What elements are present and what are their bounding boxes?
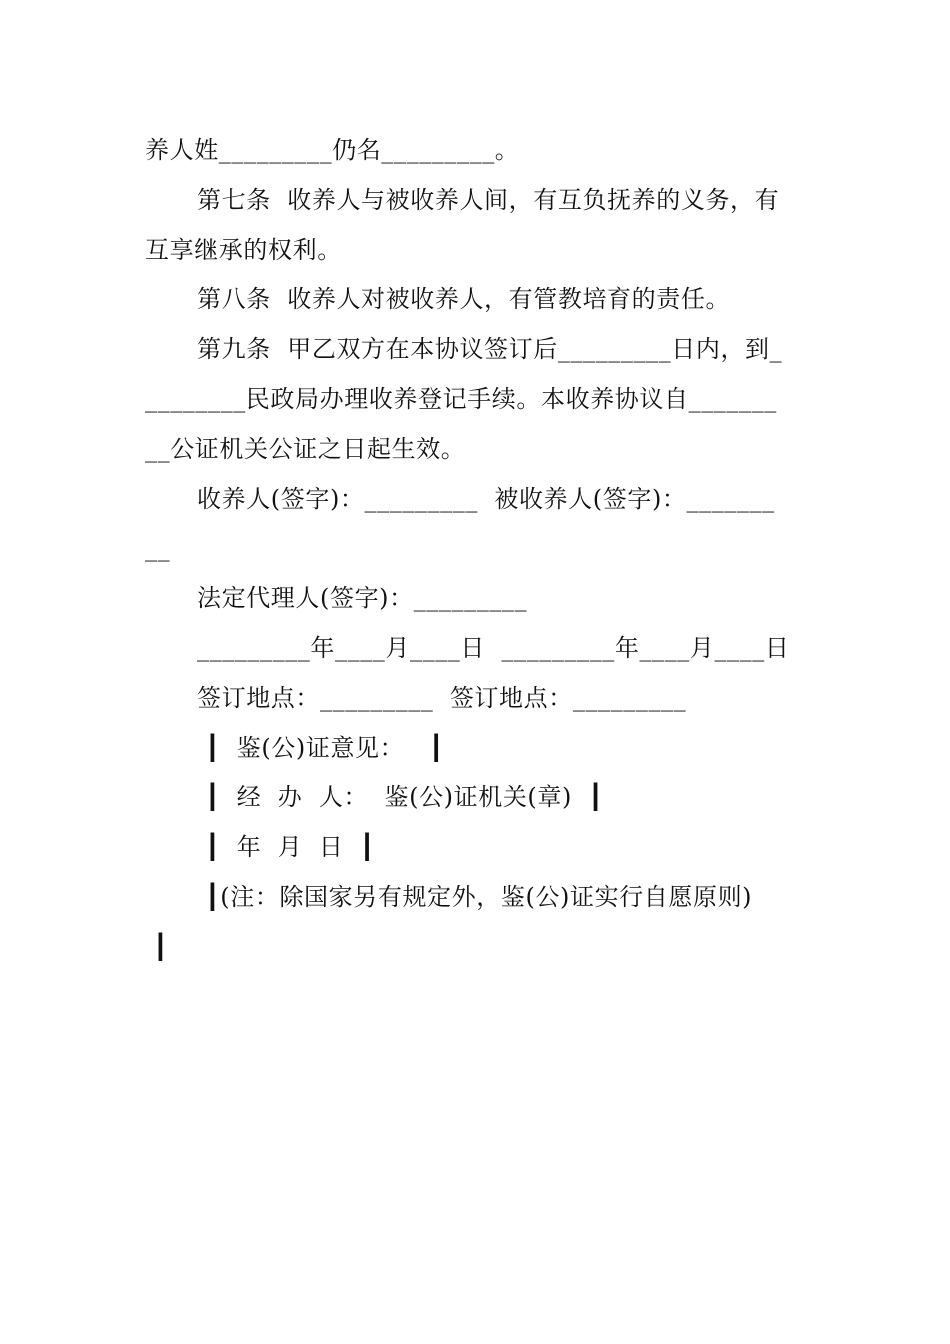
notary-date-line: ┃ 年 月 日 ┃ bbox=[197, 833, 375, 862]
note-line-continued: ┃ bbox=[145, 932, 169, 961]
signature-line-continued: __ bbox=[145, 534, 171, 563]
article-7-line-2: 互享继承的权利。 bbox=[145, 235, 342, 264]
signing-place-line: 签订地点：_________ 签订地点：_________ bbox=[197, 683, 687, 712]
article-7-line-1: 第七条 收养人与被收养人间，有互负抚养的义务，有 bbox=[197, 185, 780, 214]
text-line-1: 养人姓_________仍名_________。 bbox=[145, 136, 520, 164]
handler-line: ┃ 经 办 人： 鉴(公)证机关(章) ┃ bbox=[197, 783, 604, 812]
note-line: ┃(注：除国家另有规定外，鉴(公)证实行自愿原则) bbox=[197, 882, 753, 911]
article-9-line-3: __公证机关公证之日起生效。 bbox=[145, 434, 466, 463]
notary-opinion-line: ┃ 鉴(公)证意见： ┃ bbox=[197, 733, 444, 762]
date-line: _________年____月____日 _________年____月____日 bbox=[197, 633, 790, 662]
legal-representative-line: 法定代理人(签字)：_________ bbox=[197, 584, 528, 613]
document-body bbox=[145, 126, 810, 973]
article-9-line-1: 第九条 甲乙双方在本协议签订后_________日内，到_ bbox=[197, 335, 783, 364]
article-8-line: 第八条 收养人对被收养人，有管教培育的责任。 bbox=[197, 285, 731, 314]
article-9-line-2: ________民政局办理收养登记手续。本收养协议自_______ bbox=[145, 384, 777, 413]
signature-line: 收养人(签字)：_________ 被收养人(签字)：_______ bbox=[197, 484, 775, 513]
